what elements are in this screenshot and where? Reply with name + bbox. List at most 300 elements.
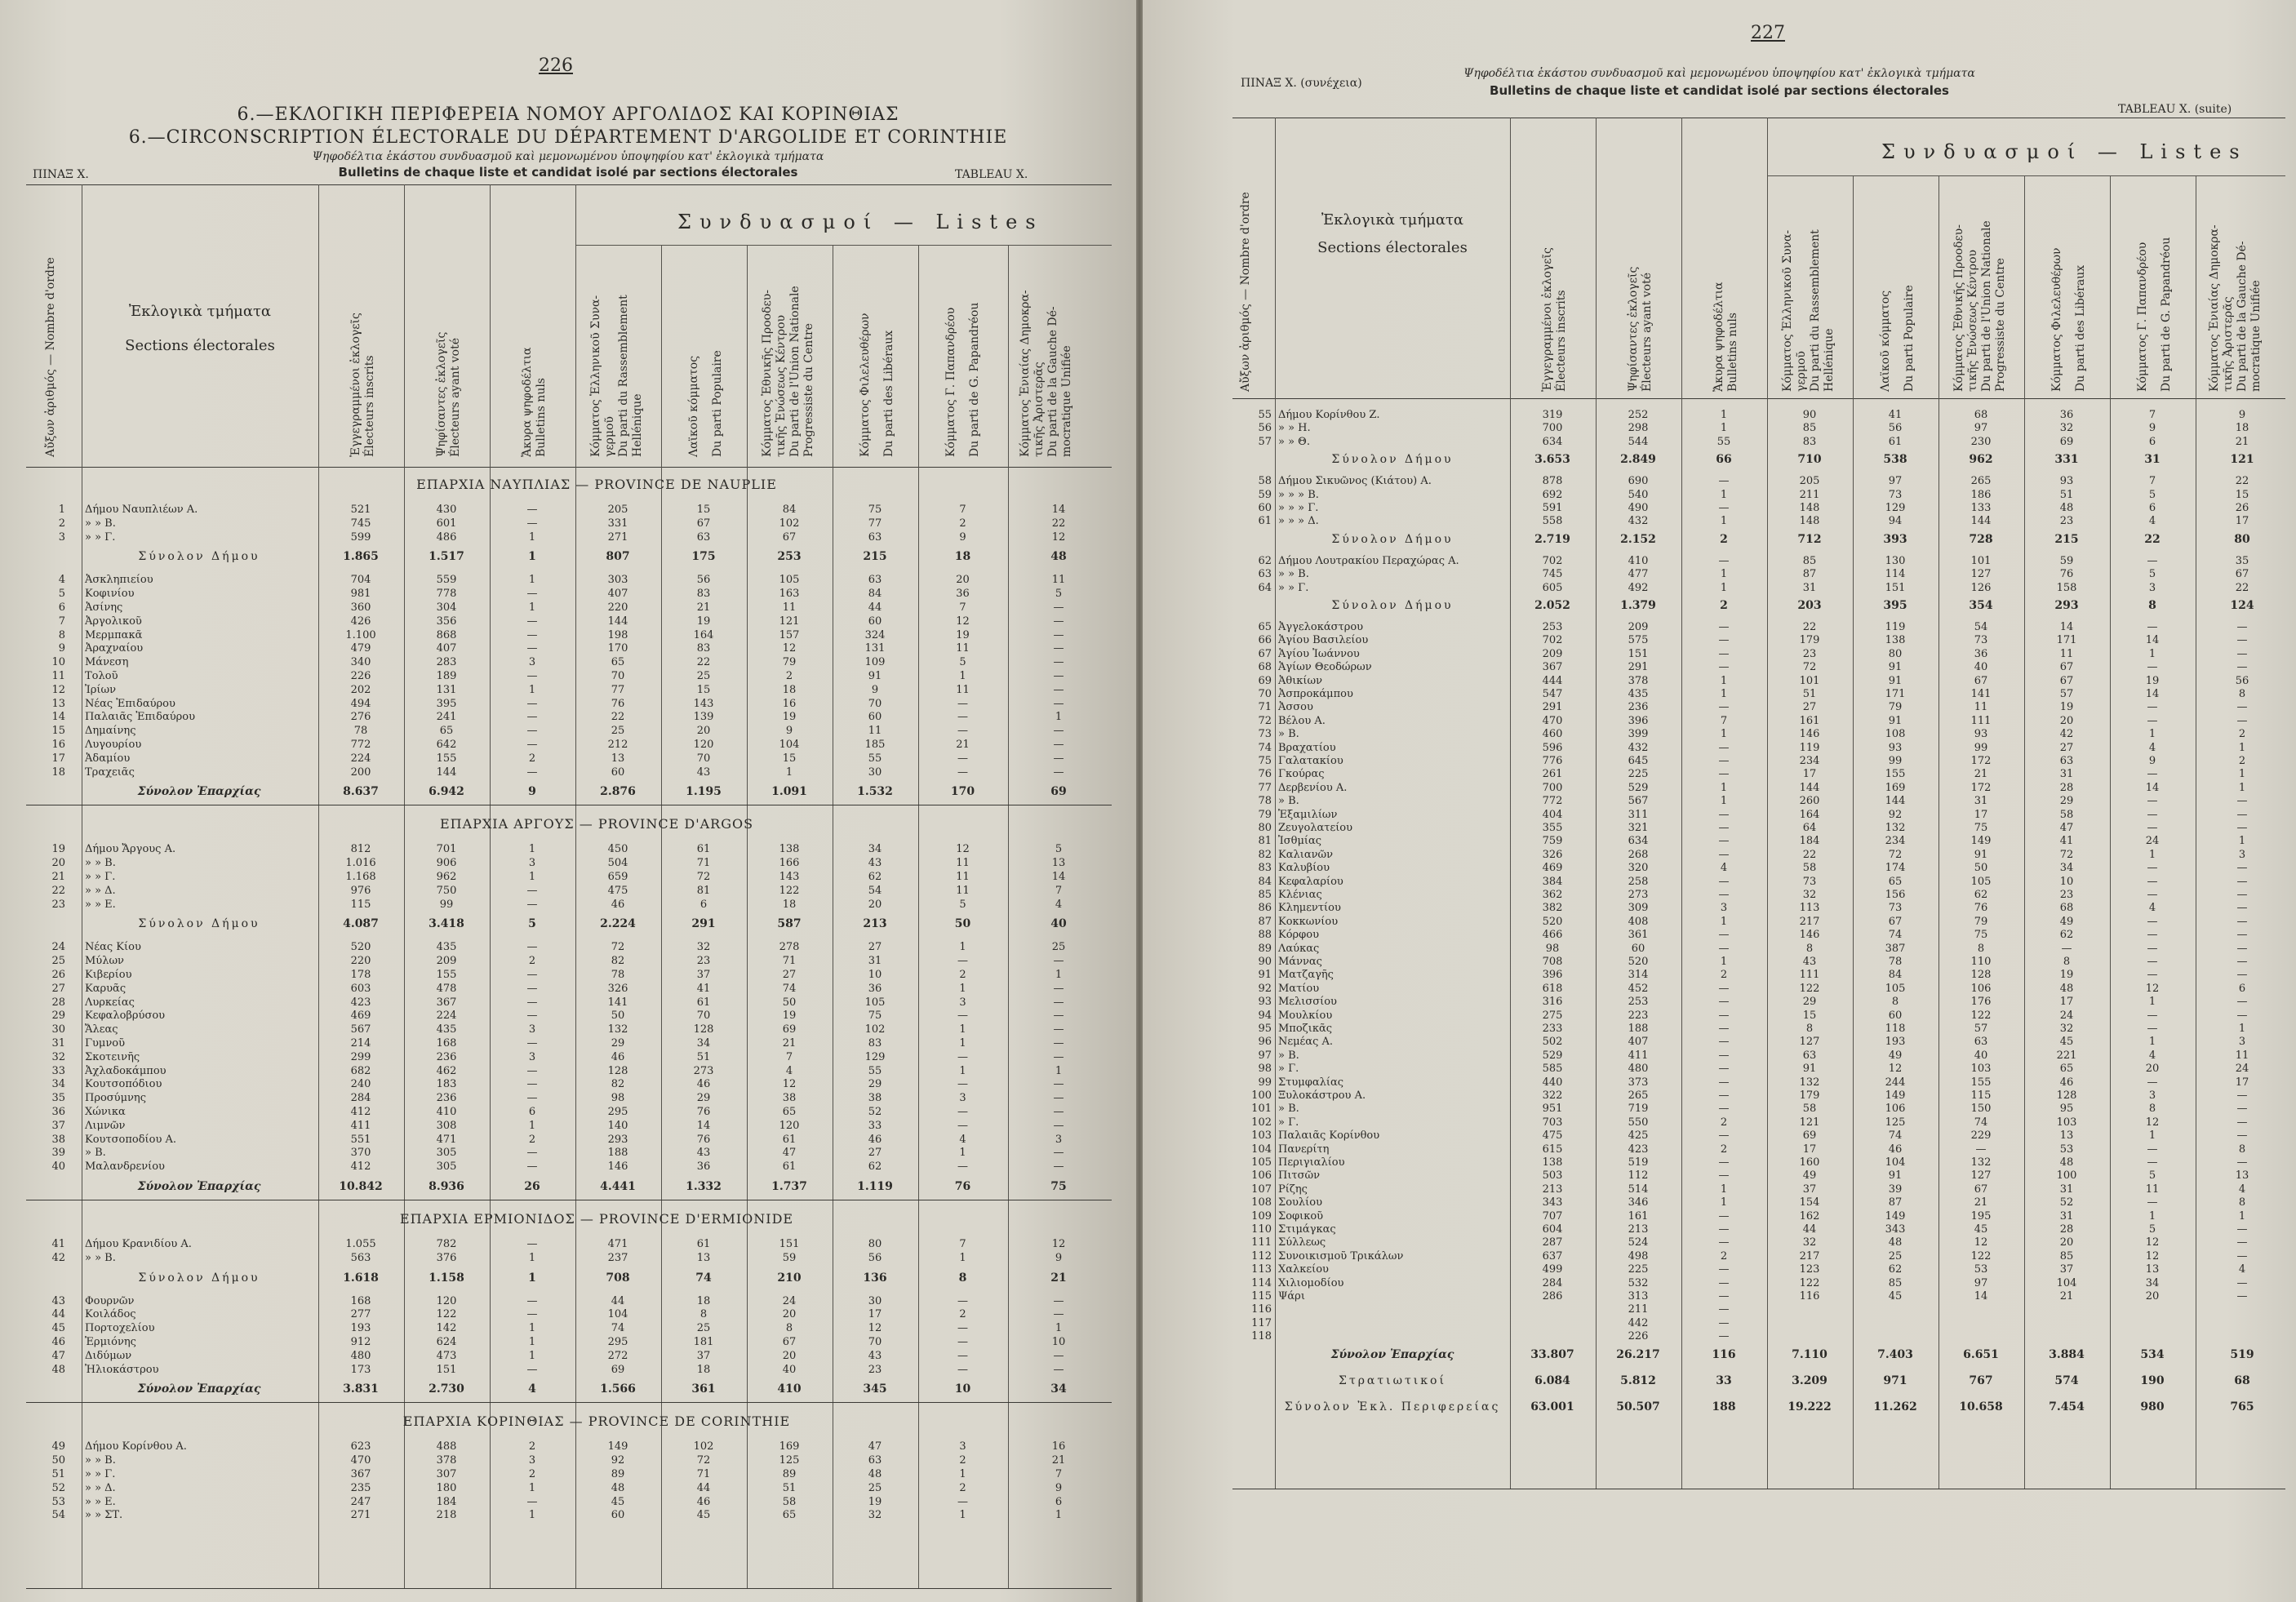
col-header-listes: Συνδυασμοί — Listes: [1881, 140, 2248, 163]
table-row: [1143, 995, 2296, 1009]
table-row: [1143, 501, 2296, 515]
cell-value: 8: [1805, 942, 1814, 955]
cell-value: 121: [779, 615, 800, 628]
cell-value: 21: [956, 739, 970, 751]
cell-value: 1: [1720, 581, 1728, 594]
col-header-party-4: Κόμματος Φιλελευθέρων Du parti des Libéraux: [2050, 247, 2087, 392]
cell-value: —: [526, 711, 538, 724]
section-name: Καλιανῶν: [1278, 848, 1334, 861]
cell-value: 37: [696, 969, 711, 981]
cell-value: 682: [350, 1064, 371, 1077]
section-name: Μαλανδρενίου: [85, 1160, 165, 1174]
cell-value: 37: [1802, 1183, 1817, 1196]
cell-value: 1: [1720, 488, 1728, 501]
cell-value: 130: [1885, 554, 1906, 567]
cell-value: 241: [436, 711, 457, 724]
cell-value: 236: [1628, 701, 1649, 714]
cell-value: 324: [864, 628, 886, 641]
cell-value: 70: [868, 697, 882, 710]
cell-value: 23: [696, 955, 711, 968]
section-name: Σοφικοῦ: [1278, 1209, 1324, 1223]
cell-value: 93: [1974, 728, 1988, 741]
table-row: [0, 752, 1136, 765]
cell-value: 169: [779, 1440, 800, 1453]
cell-value: 12: [1051, 530, 1066, 544]
row-number: 33: [51, 1064, 65, 1077]
cell-value: 59: [2059, 554, 2074, 567]
cell-value: 430: [436, 504, 457, 516]
cell-value: —: [2236, 1223, 2248, 1236]
cell-value: 8: [1977, 942, 1985, 955]
section-name: Συνοικισμοῦ Τρικάλων: [1278, 1249, 1404, 1263]
cell-value: 1: [959, 1023, 966, 1036]
cell-value: —: [1053, 1160, 1064, 1174]
cell-value: —: [2147, 915, 2158, 928]
cell-value: 14: [1051, 504, 1066, 516]
table-row: [1143, 620, 2296, 634]
cell-value: —: [957, 1322, 968, 1335]
cell-value: —: [526, 1010, 538, 1023]
cell-value: 14: [1051, 871, 1066, 883]
cell-value: 277: [350, 1308, 371, 1321]
row-number: 101: [1251, 1103, 1272, 1116]
summary-row: [0, 785, 1136, 799]
section-name: Μποζικᾶς: [1278, 1023, 1333, 1035]
row-number: 69: [1258, 674, 1272, 687]
cell-value: —: [2236, 1129, 2248, 1143]
cell-value: 1: [1720, 795, 1728, 808]
cell-value: 291: [1628, 661, 1649, 674]
cell-value: 3: [959, 996, 966, 1009]
section-name: Πιτσῶν: [1278, 1169, 1321, 1183]
table-row: [0, 940, 1136, 954]
cell-value: 9: [2148, 755, 2156, 767]
cell-value: 75: [868, 504, 882, 516]
cell-value: 64: [1802, 822, 1817, 834]
cell-value: 198: [607, 628, 628, 641]
section-name: Κιβερίου: [85, 969, 132, 981]
cell-value: 40: [1050, 917, 1067, 931]
cell-value: —: [2147, 768, 2158, 781]
col-header-inscrits: Ἐγγεγραμμένοι ἐκλογεῖς Électeurs inscrits: [1541, 247, 1568, 392]
cell-value: 85: [1802, 422, 1817, 435]
right-page: [1143, 0, 2296, 1602]
row-number: 26: [51, 969, 65, 981]
cell-value: 354: [1969, 599, 1993, 612]
cell-value: 175: [691, 550, 716, 564]
cell-value: —: [526, 628, 538, 641]
cell-value: —: [1718, 1330, 1730, 1343]
row-number: 20: [51, 857, 65, 870]
cell-value: 45: [1888, 1290, 1903, 1302]
cell-value: 60: [1631, 942, 1645, 955]
cell-value: 5: [2148, 568, 2156, 581]
cell-value: 136: [863, 1271, 887, 1285]
cell-value: 63: [1974, 1036, 1988, 1049]
cell-value: 29: [1802, 996, 1817, 1009]
cell-value: 1: [959, 1064, 966, 1077]
cell-value: —: [957, 1119, 968, 1132]
cell-value: 1: [1720, 728, 1728, 741]
cell-value: 24: [2235, 1063, 2249, 1076]
cell-value: 188: [1712, 1400, 1736, 1413]
cell-value: 116: [1799, 1290, 1820, 1302]
cell-value: 12: [2145, 982, 2160, 995]
section-name: Σύνολον Ἐπαρχίας: [137, 1180, 261, 1193]
cell-value: 575: [1628, 634, 1649, 647]
cell-value: 61: [696, 996, 711, 1009]
cell-value: 486: [436, 530, 457, 544]
pinax-label: ΠΙΝΑΞ Χ. (συνέχεια): [1241, 77, 1362, 90]
table-row: [0, 870, 1136, 884]
cell-value: 76: [696, 1106, 711, 1118]
cell-value: 4: [2148, 741, 2156, 754]
cell-value: 151: [1885, 581, 1906, 594]
cell-value: 1: [1720, 422, 1728, 435]
cell-value: 69: [1050, 785, 1067, 799]
section-name: » » Β.: [85, 517, 116, 530]
cell-value: 10: [2059, 875, 2074, 888]
row-number: 21: [51, 871, 65, 883]
cell-value: 11: [1051, 574, 1066, 587]
cell-value: 452: [1628, 982, 1649, 995]
section-name: Προσύμνης: [85, 1092, 147, 1105]
cell-value: 3: [959, 1440, 966, 1453]
cell-value: 179: [1799, 1089, 1820, 1102]
cell-value: 1.100: [345, 628, 376, 641]
cell-value: 1.332: [686, 1180, 722, 1193]
cell-value: 6.084: [1534, 1373, 1570, 1387]
section-name: » » Η.: [1278, 422, 1311, 435]
cell-value: 305: [436, 1147, 457, 1160]
row-number: 82: [1258, 848, 1272, 861]
cell-value: 67: [1974, 1183, 1988, 1196]
table-row: [1143, 767, 2296, 781]
cell-value: 72: [1802, 661, 1817, 674]
cell-value: 11: [956, 884, 970, 897]
cell-value: 131: [436, 683, 457, 696]
cell-value: 21: [2059, 1290, 2074, 1302]
cell-value: 22: [1802, 848, 1817, 861]
cell-value: 78: [1888, 956, 1903, 968]
col-header-party-6: Κόμματος Ἑνιαίας Δημοκρα- τικῆς Ἀριστερᾶς Du parti de la Gauche Dé- mocratique Unifiée: [2208, 224, 2263, 392]
row-number: 35: [51, 1092, 65, 1105]
cell-value: 156: [1885, 889, 1906, 901]
cell-value: 27: [2059, 741, 2074, 754]
col-header-party-5: Κόμματος Γ. Παπανδρέου Du parti de G. Papandréou: [2136, 237, 2173, 392]
cell-value: 84: [1888, 969, 1903, 982]
cell-value: 122: [1799, 982, 1820, 995]
cell-value: 25: [696, 670, 711, 682]
row-number: 8: [58, 628, 65, 641]
cell-value: 164: [693, 628, 714, 641]
cell-value: 67: [1974, 674, 1988, 687]
cell-value: 20: [956, 574, 970, 587]
cell-value: —: [957, 711, 968, 724]
cell-value: —: [1718, 1276, 1730, 1289]
cell-value: 72: [696, 871, 711, 883]
cell-value: 291: [691, 917, 716, 931]
table-row: [0, 1050, 1136, 1064]
cell-value: 1: [2148, 996, 2156, 1009]
cell-value: 524: [1628, 1236, 1649, 1249]
section-name: Νέας Κίου: [85, 941, 141, 954]
cell-value: —: [526, 1238, 538, 1250]
section-name: Σκοτεινῆς: [85, 1050, 140, 1063]
cell-value: 104: [607, 1308, 628, 1321]
cell-value: 65: [439, 725, 454, 738]
cell-value: 47: [2059, 822, 2074, 834]
cell-value: 1: [2238, 768, 2246, 781]
row-number: 115: [1251, 1290, 1272, 1302]
cell-value: 91: [1888, 714, 1903, 727]
cell-value: —: [1718, 647, 1730, 660]
cell-value: 1: [2148, 1209, 2156, 1223]
cell-value: 56: [696, 574, 711, 587]
section-name: » Γ.: [1278, 1116, 1299, 1129]
cell-value: —: [2147, 1076, 2158, 1089]
cell-value: 110: [1970, 956, 1992, 968]
section-name: Ἀθικίων: [1278, 674, 1323, 687]
cell-value: 645: [1628, 755, 1649, 767]
cell-value: 15: [696, 504, 711, 516]
section-name: Νέας Ἐπιδαύρου: [85, 697, 175, 710]
cell-value: 170: [607, 642, 628, 655]
row-number: 76: [1258, 768, 1272, 781]
cell-value: —: [1718, 835, 1730, 848]
cell-value: 22: [1051, 517, 1066, 530]
cell-value: 331: [607, 517, 628, 530]
cell-value: 50: [1974, 862, 1988, 875]
cell-value: 31: [2059, 1183, 2074, 1196]
row-number: 47: [51, 1349, 65, 1362]
cell-value: 10: [1051, 1336, 1066, 1348]
cell-value: 18: [696, 1363, 711, 1376]
cell-value: 8.637: [343, 785, 379, 799]
cell-value: 62: [1888, 1263, 1903, 1276]
cell-value: 712: [1797, 532, 1822, 546]
cell-value: 1: [959, 1147, 966, 1160]
cell-value: 60: [611, 765, 625, 779]
cell-value: 115: [1970, 1089, 1992, 1102]
cell-value: 74: [1888, 1129, 1903, 1143]
col-header-party-3: Κόμματος Ἐθνικῆς Προοδευ- τικῆς Ἑνώσεως Κέντρου Du parti de l'Union Nationale Progressiste du Centre: [1952, 220, 2007, 392]
section-name: Δημαίνης: [85, 725, 136, 738]
cell-value: 119: [1799, 741, 1820, 754]
cell-value: 56: [1888, 422, 1903, 435]
section-name: » Β.: [1278, 795, 1299, 808]
section-name: Σύνολον Ἐπαρχίας: [137, 785, 261, 799]
cell-value: 49: [1802, 1169, 1817, 1183]
cell-value: 30: [868, 765, 882, 779]
cell-value: 122: [436, 1308, 457, 1321]
table-row: [0, 724, 1136, 738]
cell-value: 123: [1799, 1263, 1820, 1276]
cell-value: 7: [1055, 1468, 1063, 1480]
cell-value: 395: [1883, 599, 1907, 612]
cell-value: 9: [871, 683, 879, 696]
section-name: » Β.: [1278, 728, 1299, 741]
cell-value: 43: [696, 1147, 711, 1160]
cell-value: 3: [528, 656, 536, 669]
section-name: Βέλου Α.: [1278, 714, 1326, 727]
cell-value: 703: [1542, 1116, 1563, 1129]
cell-value: 63: [868, 574, 882, 587]
cell-value: 91: [1974, 848, 1988, 861]
cell-value: 2: [959, 517, 966, 530]
row-number: 13: [51, 697, 65, 710]
cell-value: 605: [1542, 581, 1563, 594]
cell-value: 63.001: [1530, 1400, 1574, 1413]
cell-value: 80: [2234, 532, 2250, 546]
cell-value: 2.224: [600, 917, 636, 931]
cell-value: 108: [1885, 728, 1906, 741]
row-number: 40: [51, 1160, 65, 1174]
cell-value: —: [1718, 875, 1730, 888]
cell-value: —: [2236, 969, 2248, 982]
cell-value: —: [2236, 1009, 2248, 1022]
cell-value: 1: [528, 1322, 536, 1335]
cell-value: —: [1718, 1036, 1730, 1049]
cell-value: 11: [1974, 701, 1988, 714]
cell-value: 149: [607, 1440, 628, 1453]
cell-value: 149: [1885, 1089, 1906, 1102]
cell-value: 291: [1542, 701, 1563, 714]
cell-value: 305: [436, 1160, 457, 1174]
table-row: [1143, 968, 2296, 982]
cell-value: 193: [1885, 1036, 1906, 1049]
cell-value: 309: [1628, 902, 1649, 915]
cell-value: 3.884: [2049, 1347, 2085, 1361]
cell-value: —: [2236, 808, 2248, 821]
cell-value: 67: [782, 530, 797, 544]
cell-value: 367: [350, 1468, 371, 1480]
cell-value: 132: [1885, 822, 1906, 834]
cell-value: 440: [1542, 1076, 1563, 1089]
cell-value: 236: [436, 1050, 457, 1063]
cell-value: 32: [2059, 1023, 2074, 1035]
cell-value: 62: [868, 871, 882, 883]
cell-value: 41: [2059, 835, 2074, 848]
cell-value: 17: [2059, 996, 2074, 1009]
cell-value: 73: [1888, 488, 1903, 501]
cell-value: 1: [2148, 848, 2156, 861]
cell-value: 89: [611, 1468, 625, 1480]
cell-value: 77: [611, 683, 625, 696]
cell-value: 44: [868, 601, 882, 614]
cell-value: —: [1718, 475, 1730, 488]
cell-value: 702: [1542, 554, 1563, 567]
cell-value: 121: [2230, 453, 2254, 467]
cell-value: 7: [959, 1238, 966, 1250]
col-header-number: Αὔξων ἀριθμός — Nombre d'ordre: [1239, 192, 1252, 392]
cell-value: 18: [2235, 422, 2249, 435]
cell-value: 538: [1883, 453, 1907, 467]
cell-value: 98: [1545, 942, 1560, 955]
section-name: Φουρνῶν: [85, 1294, 135, 1307]
cell-value: 128: [607, 1064, 628, 1077]
row-number: 57: [1258, 435, 1272, 448]
cell-value: —: [1053, 670, 1064, 682]
cell-value: 17: [1802, 768, 1817, 781]
section-name: » Γ.: [1278, 1063, 1299, 1076]
row-number: 70: [1258, 688, 1272, 700]
section-name: Ἀσπροκάμπου: [1278, 688, 1353, 700]
section-name: Ἀσσου: [1278, 701, 1313, 714]
cell-value: 1: [528, 843, 536, 856]
row-number: 93: [1258, 996, 1272, 1009]
cell-value: 60: [611, 1509, 625, 1522]
cell-value: —: [1053, 1308, 1064, 1321]
cell-value: 12: [956, 843, 970, 856]
row-number: 32: [51, 1050, 65, 1063]
section-name: Σύνολον Δήμου: [1331, 532, 1454, 546]
section-name: Ἀσίνης: [85, 601, 123, 614]
table-row: [1143, 942, 2296, 956]
table-row: [1143, 1129, 2296, 1143]
cell-value: —: [1718, 996, 1730, 1009]
section-name: Μελισσίου: [1278, 996, 1337, 1009]
section-name: Κόρφου: [1278, 929, 1320, 942]
cell-value: 9: [785, 725, 793, 738]
section-name: Κουτσοπόδιου: [85, 1078, 162, 1091]
section-name: » » Β.: [85, 1454, 116, 1467]
cell-value: —: [2236, 661, 2248, 674]
section-name: » » Θ.: [1278, 435, 1310, 448]
cell-value: 634: [1542, 435, 1563, 448]
cell-value: 5: [528, 917, 536, 931]
table-row: [1143, 1316, 2296, 1330]
province-heading: ΕΠΑΡΧΙΑ ΝΑΥΠΛΙΑΣ — PROVINCE DE NAUPLIE: [416, 477, 777, 492]
cell-value: 70: [696, 752, 711, 765]
section-name: Λυγουρίου: [85, 739, 142, 751]
row-number: 110: [1251, 1223, 1272, 1236]
cell-value: 119: [1885, 621, 1906, 633]
table-row: [1143, 633, 2296, 647]
cell-value: 6: [2238, 982, 2246, 995]
cell-value: 89: [782, 1468, 797, 1480]
cell-value: 43: [868, 1349, 882, 1362]
cell-value: 272: [607, 1349, 628, 1362]
row-number: 55: [1258, 409, 1272, 421]
table-row: [0, 765, 1136, 779]
cell-value: 205: [1799, 475, 1820, 488]
cell-value: 13: [2145, 1263, 2160, 1276]
cell-value: 213: [863, 917, 887, 931]
table-row: [0, 738, 1136, 752]
cell-value: 112: [1628, 1169, 1649, 1183]
section-name: » » » Β.: [1278, 488, 1319, 501]
cell-value: —: [2147, 956, 2158, 968]
cell-value: 75: [1050, 1180, 1067, 1193]
section-name: Κλημεντίου: [1278, 902, 1341, 915]
cell-value: 31: [1974, 795, 1988, 808]
row-number: 48: [51, 1363, 65, 1376]
cell-value: 103: [2056, 1116, 2077, 1129]
row-number: 88: [1258, 929, 1272, 942]
cell-value: 34: [2145, 1276, 2160, 1289]
cell-value: 106: [1885, 1103, 1906, 1116]
row-number: 38: [51, 1133, 65, 1146]
col-header-party-4: Κόμματος Φιλελευθέρων Du parti des Libéraux: [859, 313, 895, 457]
cell-value: —: [1718, 1103, 1730, 1116]
cell-value: 104: [779, 739, 800, 751]
cell-value: 171: [1885, 688, 1906, 700]
cell-value: 162: [1799, 1209, 1820, 1223]
cell-value: —: [2236, 822, 2248, 834]
section-name: Μάννας: [1278, 956, 1322, 968]
section-name: » » ΣΤ.: [85, 1509, 123, 1522]
